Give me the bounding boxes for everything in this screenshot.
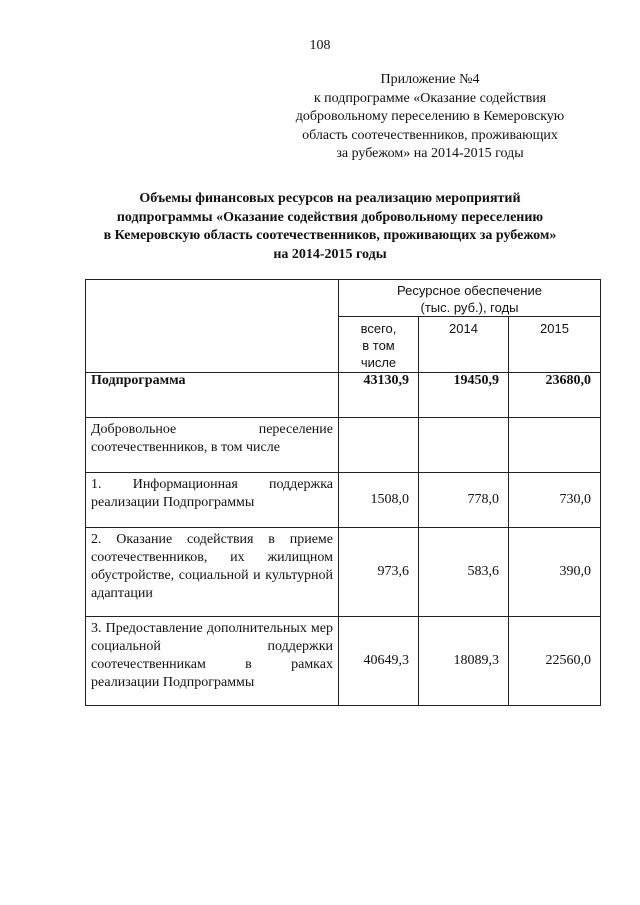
resources-table — [85, 279, 601, 706]
appendix-line: к подпрограмме «Оказание содействия — [313, 90, 547, 106]
row-name: Подпрограмма — [86, 373, 339, 418]
row-total-empty — [339, 418, 419, 473]
title-line: Объемы финансовых ресурсов на реализацию мероприятий — [139, 191, 521, 206]
appendix-line: Приложение №4 — [380, 72, 480, 87]
row-2015: 22560,0 — [509, 617, 601, 706]
header-year-2015: 2015 — [509, 317, 601, 373]
header-year-2014: 2014 — [419, 317, 509, 373]
title-line: подпрограммы «Оказание содействия добровольному переселению — [116, 209, 544, 225]
row-2014: 778,0 — [419, 473, 509, 528]
header-resource-line: Ресурсное обеспечение — [397, 283, 542, 298]
row-2015: 390,0 — [509, 528, 601, 617]
row-name: Добровольное переселение соотечественников, в том числе — [86, 418, 339, 473]
table-row — [86, 617, 601, 706]
title-line: в Кемеровскую область соотечественников, проживающих за рубежом» — [103, 228, 557, 243]
page-number: 108 — [309, 38, 331, 53]
appendix-line: область соотечественников, проживающих — [302, 127, 558, 143]
row-2015: 23680,0 — [509, 373, 601, 418]
appendix-note — [270, 71, 590, 164]
header-total-line: числе — [360, 355, 397, 370]
row-total: 973,6 — [339, 528, 419, 617]
row-name: 1. Информационная поддержка реализации Подпрограммы — [86, 473, 339, 528]
table-row-voluntary — [86, 418, 601, 473]
header-resource-line: (тыс. руб.), годы — [420, 300, 519, 315]
header-empty-cell — [86, 280, 339, 373]
row-total: 40649,3 — [339, 617, 419, 706]
header-total-line: всего, — [360, 321, 397, 336]
row-name: 2. Оказание содействия в приеме соотечественников, их жилищном обустройстве, социальной и культурной адаптации — [86, 528, 339, 617]
header-total-line: в том — [362, 338, 395, 353]
header-total-cell — [339, 317, 419, 373]
row-name: 3. Предоставление дополнительных мер социальной поддержки соотечественникам в рамках реализации Подпрограммы — [86, 617, 339, 706]
row-2015-empty — [509, 418, 601, 473]
table-row-subprogram — [86, 373, 601, 418]
row-total: 43130,9 — [339, 373, 419, 418]
header-resource-cell — [339, 280, 601, 317]
appendix-line: за рубежом» на 2014-2015 годы — [336, 146, 524, 162]
row-2014: 583,6 — [419, 528, 509, 617]
appendix-line: добровольному переселению в Кемеровскую — [295, 109, 565, 125]
row-2014-empty — [419, 418, 509, 473]
table-header-row — [86, 280, 601, 317]
row-total: 1508,0 — [339, 473, 419, 528]
table-row — [86, 473, 601, 528]
row-2015: 730,0 — [509, 473, 601, 528]
document-title — [70, 190, 590, 264]
table-row — [86, 528, 601, 617]
title-line: на 2014-2015 годы — [273, 246, 387, 262]
row-2014: 18089,3 — [419, 617, 509, 706]
row-2014: 19450,9 — [419, 373, 509, 418]
